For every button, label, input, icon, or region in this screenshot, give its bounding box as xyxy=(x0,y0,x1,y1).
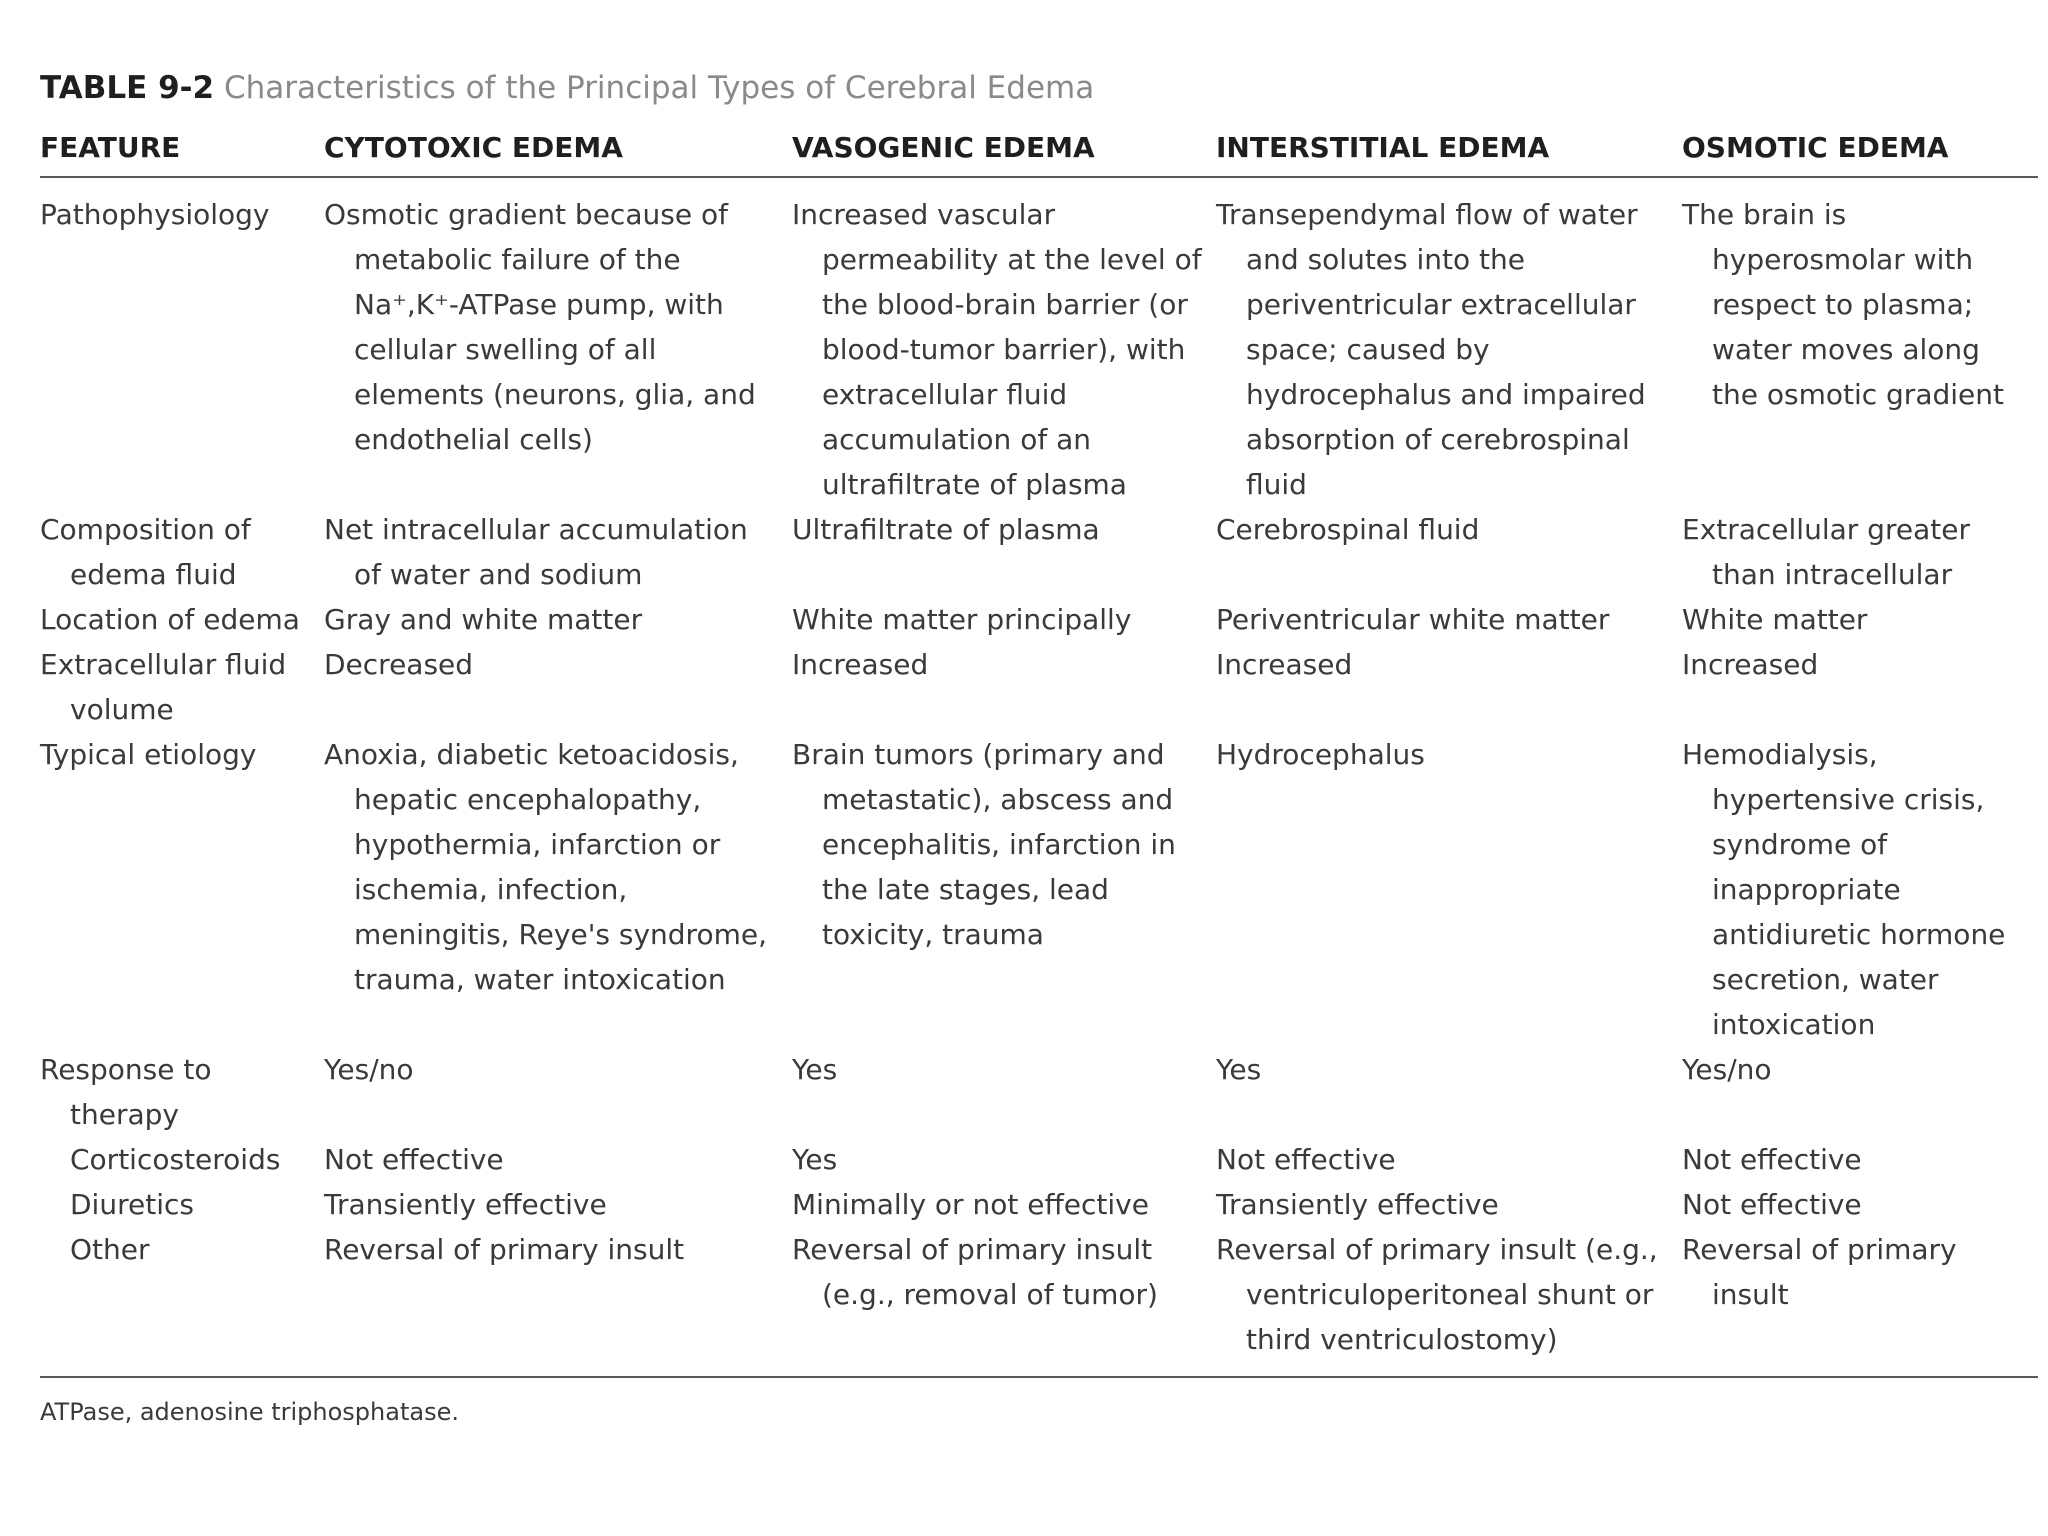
cell-text: Not effective xyxy=(324,1143,504,1176)
cell-text: Net intracellular accumulation of water and sodium xyxy=(324,513,748,591)
cell-text: Transiently effective xyxy=(324,1188,607,1221)
cell-text: Increased xyxy=(1216,648,1353,681)
cell-text: Ultrafiltrate of plasma xyxy=(792,513,1100,546)
table-page xyxy=(40,68,2038,1428)
feature-cell xyxy=(40,1227,324,1377)
table-title xyxy=(40,68,2038,108)
table-cell xyxy=(1682,1227,2038,1377)
table-cell xyxy=(792,642,1216,732)
cell-text: Yes xyxy=(792,1143,838,1176)
cell-text: Not effective xyxy=(1682,1188,1862,1221)
cell-text: Transiently effective xyxy=(1216,1188,1499,1221)
feature-label: Other xyxy=(70,1233,150,1266)
cell-text: Increased xyxy=(1682,648,1819,681)
cell-text: Gray and white matter xyxy=(324,603,643,636)
feature-label: Diuretics xyxy=(70,1188,194,1221)
header-feature: FEATURE xyxy=(40,122,324,177)
table-cell xyxy=(1216,732,1682,1047)
table-cell xyxy=(1216,177,1682,507)
table-row-location xyxy=(40,597,2038,642)
feature-label: Typical etiology xyxy=(40,738,257,771)
table-cell xyxy=(1682,597,2038,642)
table-cell xyxy=(324,732,792,1047)
cell-text: Minimally or not effective xyxy=(792,1188,1149,1221)
header-osmotic: OSMOTIC EDEMA xyxy=(1682,122,2038,177)
cell-text: Yes/no xyxy=(1682,1053,1772,1086)
cell-text: Decreased xyxy=(324,648,474,681)
table-cell xyxy=(792,1047,1216,1137)
table-cell xyxy=(1682,1182,2038,1227)
feature-label: Composition of edema fluid xyxy=(40,513,251,591)
cell-text: Anoxia, diabetic ketoacidosis, hepatic encephalopathy, hypothermia, infarction or ischemia, infection, meningitis, Reye's syndrome, trauma, water intoxication xyxy=(324,738,767,996)
cell-text: Hydrocephalus xyxy=(1216,738,1425,771)
cell-text: Reversal of primary insult (e.g., ventriculoperitoneal shunt or third ventriculostomy) xyxy=(1216,1233,1658,1356)
table-cell xyxy=(1216,1182,1682,1227)
table-row-pathophysiology xyxy=(40,177,2038,507)
cell-text: Yes xyxy=(792,1053,838,1086)
table-row-diuretics xyxy=(40,1182,2038,1227)
feature-label: Pathophysiology xyxy=(40,198,270,231)
table-cell xyxy=(792,507,1216,597)
cell-text: Increased vascular permeability at the level of the blood-brain barrier (or blood-tumor barrier), with extracellular fluid accumulation of an ultrafiltrate of plasma xyxy=(792,198,1202,501)
feature-cell xyxy=(40,177,324,507)
cell-text: Yes xyxy=(1216,1053,1262,1086)
table-cell xyxy=(792,597,1216,642)
table-cell xyxy=(324,177,792,507)
table-cell xyxy=(792,1227,1216,1377)
table-cell xyxy=(1216,597,1682,642)
table-cell xyxy=(1216,1137,1682,1182)
table-footnote: ATPase, adenosine triphosphatase. xyxy=(40,1398,459,1426)
feature-cell xyxy=(40,642,324,732)
feature-cell xyxy=(40,507,324,597)
table-cell xyxy=(324,597,792,642)
table-cell xyxy=(1216,1227,1682,1377)
cell-text: Reversal of primary insult (e.g., removal of tumor) xyxy=(792,1233,1158,1311)
table-cell xyxy=(1682,177,2038,507)
cell-text: Osmotic gradient because of metabolic failure of the Na⁺,K⁺-ATPase pump, with cellular swelling of all elements (neurons, glia, and endothelial cells) xyxy=(324,198,756,456)
cell-text: Increased xyxy=(792,648,929,681)
table-number: TABLE 9-2 xyxy=(40,70,215,106)
cell-text: Yes/no xyxy=(324,1053,414,1086)
cell-text: Cerebrospinal fluid xyxy=(1216,513,1480,546)
cell-text: The brain is hyperosmolar with respect to plasma; water moves along the osmotic gradient xyxy=(1682,198,2004,411)
cell-text: Transependymal flow of water and solutes into the periventricular extracellular space; caused by hydrocephalus and impaired absorption of cerebrospinal fluid xyxy=(1216,198,1646,501)
table-cell xyxy=(792,177,1216,507)
cell-text: Not effective xyxy=(1682,1143,1862,1176)
table-cell xyxy=(1216,642,1682,732)
cell-text: Brain tumors (primary and metastatic), abscess and encephalitis, infarction in the late stages, lead toxicity, trauma xyxy=(792,738,1176,951)
feature-label: Extracellular fluid volume xyxy=(40,648,287,726)
table-row-extracellular-volume xyxy=(40,642,2038,732)
table-cell xyxy=(324,1137,792,1182)
table-cell xyxy=(1216,507,1682,597)
feature-label: Location of edema xyxy=(40,603,300,636)
table-cell xyxy=(1682,507,2038,597)
header-vasogenic: VASOGENIC EDEMA xyxy=(792,122,1216,177)
table-cell xyxy=(792,732,1216,1047)
header-interstitial: INTERSTITIAL EDEMA xyxy=(1216,122,1682,177)
table-cell xyxy=(324,642,792,732)
feature-cell xyxy=(40,1137,324,1182)
cell-text: White matter principally xyxy=(792,603,1132,636)
feature-cell xyxy=(40,732,324,1047)
cell-text: Extracellular greater than intracellular xyxy=(1682,513,1970,591)
table-row-corticosteroids xyxy=(40,1137,2038,1182)
table-cell xyxy=(1682,732,2038,1047)
cell-text: Reversal of primary insult xyxy=(1682,1233,1957,1311)
cell-text: Periventricular white matter xyxy=(1216,603,1610,636)
table-cell xyxy=(1682,642,2038,732)
table-row-other xyxy=(40,1227,2038,1377)
feature-cell xyxy=(40,1182,324,1227)
table-cell xyxy=(324,507,792,597)
table-cell xyxy=(792,1182,1216,1227)
table-cell xyxy=(1216,1047,1682,1137)
table-header-row xyxy=(40,122,2038,177)
table-cell xyxy=(324,1182,792,1227)
header-cytotoxic: CYTOTOXIC EDEMA xyxy=(324,122,792,177)
cerebral-edema-table xyxy=(40,122,2038,1378)
cell-text: White matter xyxy=(1682,603,1868,636)
table-cell xyxy=(1682,1137,2038,1182)
table-cell xyxy=(1682,1047,2038,1137)
table-cell xyxy=(324,1047,792,1137)
feature-label: Response to therapy xyxy=(40,1053,212,1131)
cell-text: Reversal of primary insult xyxy=(324,1233,685,1266)
feature-cell xyxy=(40,597,324,642)
table-row-etiology xyxy=(40,732,2038,1047)
table-caption: Characteristics of the Principal Types of Cerebral Edema xyxy=(223,70,1095,106)
table-cell xyxy=(792,1137,1216,1182)
table-cell xyxy=(324,1227,792,1377)
cell-text: Hemodialysis, hypertensive crisis, syndrome of inappropriate antidiuretic hormone secretion, water intoxication xyxy=(1682,738,2006,1041)
cell-text: Not effective xyxy=(1216,1143,1396,1176)
feature-cell xyxy=(40,1047,324,1137)
table-row-response xyxy=(40,1047,2038,1137)
table-row-composition xyxy=(40,507,2038,597)
feature-label: Corticosteroids xyxy=(70,1143,281,1176)
